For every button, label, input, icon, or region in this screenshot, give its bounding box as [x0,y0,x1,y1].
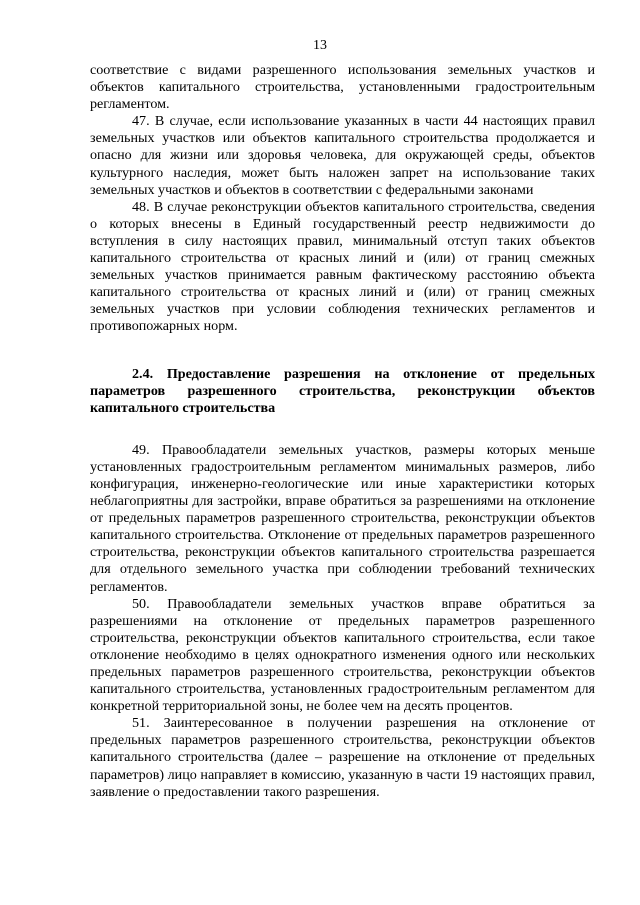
document-body [90,62,595,801]
section-heading: 2.4. Предоставление разрешения на отклонение от предельных параметров разрешенного строительства, реконструкции объектов капитального строительства [90,365,595,416]
paragraph-continuation: соответствие с видами разрешенного использования земельных участков и объектов капитального строительства, установленными градостроительным регламентом. [90,62,595,113]
paragraph-50: 50. Правообладатели земельных участков вправе обратиться за разрешениями на отклонение от предельных параметров разрешенного строительства, реконструкции объектов капитального строительства, если такое отклонение необходимо в целях однократного изменения одного или нескольких предельных параметров разрешенного строительства, реконструкции объектов капитального строительства, установленных градостроительным регламентом для конкретной территориальной зоны, не более чем на десять процентов. [90,595,595,715]
paragraph-48: 48. В случае реконструкции объектов капитального строительства, сведения о которых внесены в Единый государственный реестр недвижимости до вступления в силу настоящих правил, минимальный отступ таких объектов капитального строительства от красных линий и (или) от границ смежных земельных участков принимается равным фактическому расстоянию объекта капитального строительства от красных линий и (или) от границ смежных земельных участков при условии соблюдения технических регламентов и противопожарных норм. [90,198,595,335]
paragraph-49: 49. Правообладатели земельных участков, размеры которых меньше установленных градостроительным регламентом минимальных размеров, либо конфигурация, инженерно-геологические или иные характеристики которых неблагоприятны для застройки, вправе обратиться за разрешениями на отклонение от предельных параметров разрешенного строительства, реконструкции объектов капитального строительства. Отклонение от предельных параметров разрешенного строительства, реконструкции объектов капитального строительства разрешается для отдельного земельного участка при соблюдении требований технических регламентов. [90,441,595,595]
paragraph-51: 51. Заинтересованное в получении разрешения на отклонение от предельных параметров разрешенного строительства, реконструкции объектов капитального строительства (далее – разрешение на отклонение от предельных параметров) лицо направляет в комиссию, указанную в части 19 настоящих правил, заявление о предоставлении такого разрешения. [90,715,595,800]
paragraph-47: 47. В случае, если использование указанных в части 44 настоящих правил земельных участков или объектов капитального строительства продолжается и опасно для жизни или здоровья человека, для окружающей среды, объектов культурного наследия, может быть наложен запрет на использование таких земельных участков и объектов в соответствии с федеральными законами [90,113,595,198]
page-number: 13 [313,38,327,53]
